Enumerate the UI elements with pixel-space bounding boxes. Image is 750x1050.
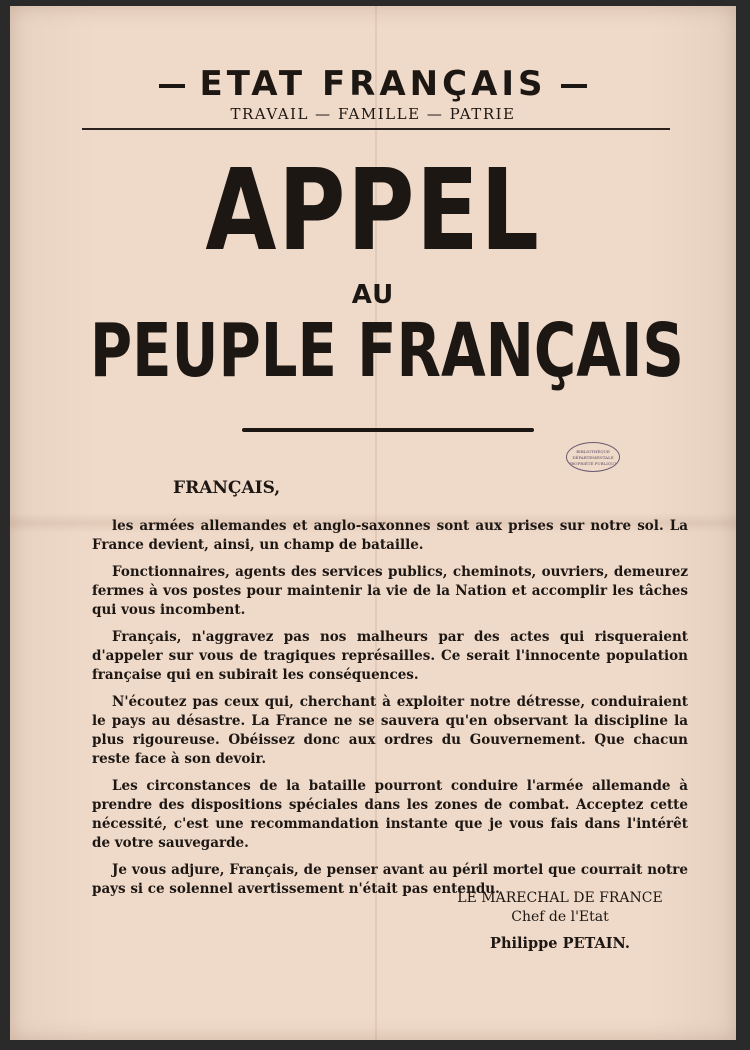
library-stamp: [566, 442, 620, 472]
paragraph: Les circonstances de la bataille pourront conduire l'armée allemande à prendre des dispositions spéciales dans les zones de combat. Acceptez cette nécessité, c'est une recommandation instante que je vous fais dans l'intérêt de votre sauvegarde.: [92, 778, 688, 851]
header-title-text: ETAT FRANÇAIS: [199, 64, 547, 104]
stamp-text: BIBLIOTHÈQUE DÉPARTEMENTALE PROPRIÉTÉ PUBLIQUE: [568, 449, 618, 466]
paragraph: Fonctionnaires, agents des services publics, cheminots, ouvriers, demeurez fermes à vos postes pour maintenir la vie de la Nation et accomplir les tâches qui vous incombent.: [92, 564, 688, 618]
signature-block: [430, 889, 690, 953]
headline-divider: [242, 428, 534, 432]
paragraph: Français, n'aggravez pas nos malheurs par des actes qui risqueraient d'appeler sur vous de tragiques représailles. Ce serait l'innocente population française qui en subirait les conséquences.: [92, 629, 688, 683]
signature-role: Chef de l'Etat: [511, 909, 609, 925]
paragraph: les armées allemandes et anglo-saxonnes sont aux prises sur notre sol. La France devient, ainsi, un champ de bataille.: [92, 518, 688, 553]
salutation: FRANÇAIS,: [173, 478, 281, 498]
header-title: [10, 64, 736, 104]
poster-sheet: [10, 6, 736, 1040]
paragraph: Je vous adjure, Français, de penser avant au péril mortel que courrait notre pays si ce solennel avertissement n'était pas entendu.: [92, 862, 688, 897]
title-dash-left: [159, 84, 185, 88]
header-divider: [82, 128, 670, 130]
headline-au: AU: [351, 280, 395, 310]
signature-rank: LE MARECHAL DE FRANCE: [457, 890, 663, 906]
signature-name: Philippe PETAIN.: [490, 935, 630, 952]
title-dash-right: [561, 84, 587, 88]
proclamation-body: [92, 517, 688, 907]
motto: TRAVAIL — FAMILLE — PATRIE: [230, 105, 516, 123]
headline-peuple-francais: PEUPLE FRANÇAIS: [89, 308, 685, 394]
headline-appel: APPEL: [205, 146, 541, 276]
paragraph: N'écoutez pas ceux qui, cherchant à exploiter notre détresse, conduiraient le pays au désastre. La France ne se sauvera qu'en observant la discipline la plus rigoureuse. Obéissez donc aux ordres du Gouvernement. Que chacun reste face à son devoir.: [92, 694, 688, 767]
